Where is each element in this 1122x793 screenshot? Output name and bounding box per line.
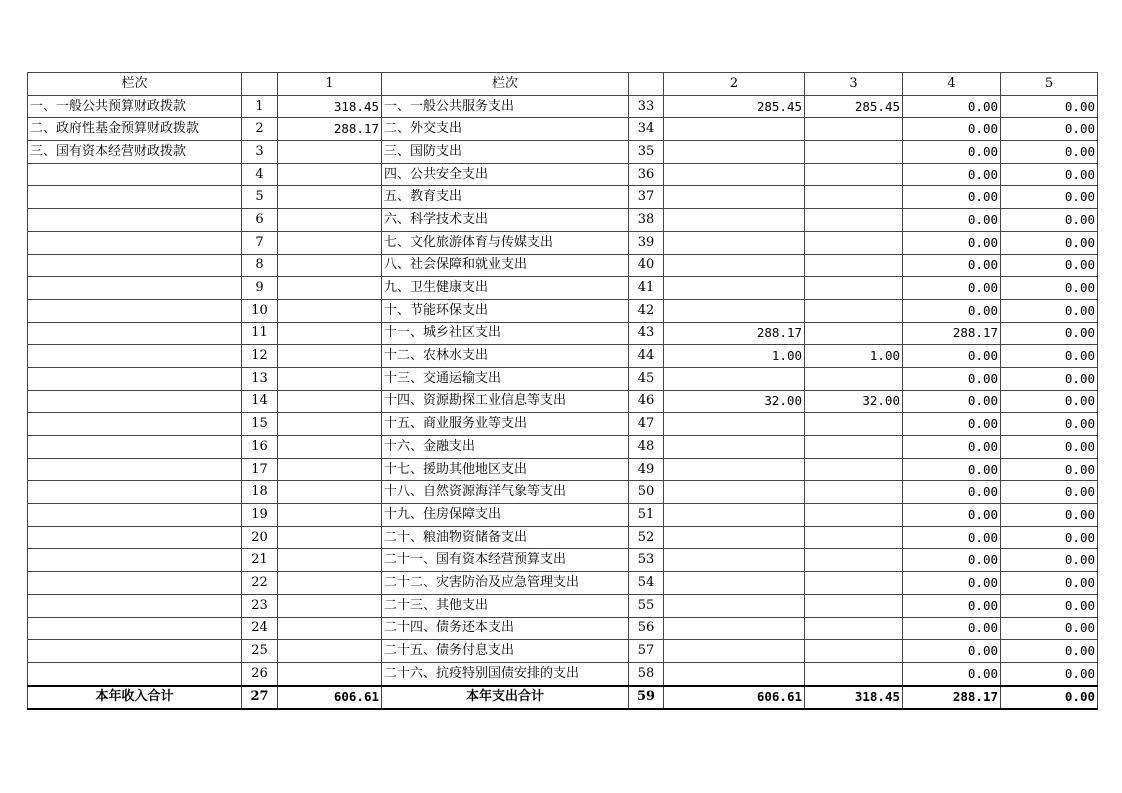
expense-label: 十七、援助其他地区支出: [382, 458, 629, 481]
table-row: [28, 504, 1098, 527]
expense-col-2: 1.00: [664, 345, 805, 368]
expense-col-4: 0.00: [903, 572, 1001, 595]
income-amount: 606.61: [278, 686, 382, 710]
expense-label: 十九、住房保障支出: [382, 504, 629, 527]
expense-col-4: 0.00: [903, 254, 1001, 277]
income-amount: 318.45: [278, 95, 382, 118]
expense-col-4: 0.00: [903, 504, 1001, 527]
budget-table: [27, 72, 1098, 710]
expense-label: 二十一、国有资本经营预算支出: [382, 549, 629, 572]
expense-col-2: [664, 549, 805, 572]
expense-col-5: 0.00: [1001, 526, 1098, 549]
income-amount: [278, 345, 382, 368]
expense-col-5: 0.00: [1001, 231, 1098, 254]
total-row: [28, 686, 1098, 710]
table-row: [28, 231, 1098, 254]
income-line-no: 6: [242, 209, 278, 232]
expense-line-no: 59: [629, 686, 664, 710]
table-row: [28, 299, 1098, 322]
income-label: [28, 549, 242, 572]
expense-label: 九、卫生健康支出: [382, 277, 629, 300]
expense-col-4: 0.00: [903, 186, 1001, 209]
table-row: [28, 458, 1098, 481]
income-label: 二、政府性基金预算财政拨款: [28, 118, 242, 141]
table-row: [28, 549, 1098, 572]
expense-col-3: [805, 481, 903, 504]
table-row: [28, 640, 1098, 663]
expense-line-no: 57: [629, 640, 664, 663]
expense-line-no: 40: [629, 254, 664, 277]
income-label: [28, 322, 242, 345]
income-amount: [278, 209, 382, 232]
expense-col-4: 0.00: [903, 594, 1001, 617]
table-row: [28, 526, 1098, 549]
expense-line-no: 51: [629, 504, 664, 527]
income-amount: [278, 254, 382, 277]
expense-col-5: 0.00: [1001, 686, 1098, 710]
income-label: [28, 436, 242, 459]
expense-col-5: 0.00: [1001, 367, 1098, 390]
expense-col-3: 1.00: [805, 345, 903, 368]
income-line-no: 21: [242, 549, 278, 572]
expense-col-4: 0.00: [903, 163, 1001, 186]
expense-col-2: [664, 526, 805, 549]
expense-label: 六、科学技术支出: [382, 209, 629, 232]
table-row: [28, 481, 1098, 504]
expense-label: 二十六、抗疫特别国债安排的支出: [382, 662, 629, 685]
income-amount: [278, 186, 382, 209]
expense-label: 十一、城乡社区支出: [382, 322, 629, 345]
expense-col-2: 288.17: [664, 322, 805, 345]
expense-line-no: 38: [629, 209, 664, 232]
income-line-no: 24: [242, 617, 278, 640]
income-label: [28, 526, 242, 549]
expense-label: 五、教育支出: [382, 186, 629, 209]
expense-col-2: [664, 277, 805, 300]
expense-label: 七、文化旅游体育与传媒支出: [382, 231, 629, 254]
expense-col-3: 285.45: [805, 95, 903, 118]
expense-label: 二十五、债务付息支出: [382, 640, 629, 663]
header-expense-line: [629, 73, 664, 96]
expense-col-3: [805, 617, 903, 640]
expense-col-4: 0.00: [903, 617, 1001, 640]
expense-label: 本年支出合计: [382, 686, 629, 710]
table-row: [28, 322, 1098, 345]
expense-col-3: [805, 186, 903, 209]
expense-label: 二十四、债务还本支出: [382, 617, 629, 640]
expense-col-3: [805, 549, 903, 572]
expense-col-3: [805, 662, 903, 685]
income-label: [28, 390, 242, 413]
expense-col-3: [805, 322, 903, 345]
table-row: [28, 277, 1098, 300]
expense-col-4: 0.00: [903, 118, 1001, 141]
header-income-amount: 1: [278, 73, 382, 96]
expense-col-2: [664, 367, 805, 390]
income-line-no: 17: [242, 458, 278, 481]
expense-col-5: 0.00: [1001, 594, 1098, 617]
expense-col-5: 0.00: [1001, 390, 1098, 413]
expense-col-5: 0.00: [1001, 572, 1098, 595]
income-label: [28, 277, 242, 300]
expense-col-5: 0.00: [1001, 662, 1098, 685]
expense-col-5: 0.00: [1001, 95, 1098, 118]
expense-col-4: 0.00: [903, 367, 1001, 390]
expense-label: 十三、交通运输支出: [382, 367, 629, 390]
income-amount: [278, 277, 382, 300]
expense-col-3: [805, 163, 903, 186]
header-income-col: 栏次: [28, 73, 242, 96]
income-amount: [278, 141, 382, 164]
income-label: [28, 481, 242, 504]
expense-col-2: 606.61: [664, 686, 805, 710]
expense-line-no: 48: [629, 436, 664, 459]
income-line-no: 13: [242, 367, 278, 390]
income-label: [28, 458, 242, 481]
income-amount: [278, 390, 382, 413]
income-line-no: 18: [242, 481, 278, 504]
table-row: [28, 390, 1098, 413]
expense-col-4: 288.17: [903, 322, 1001, 345]
table-row: [28, 413, 1098, 436]
expense-col-5: 0.00: [1001, 141, 1098, 164]
expense-col-4: 0.00: [903, 640, 1001, 663]
expense-col-5: 0.00: [1001, 413, 1098, 436]
income-line-no: 14: [242, 390, 278, 413]
income-amount: [278, 322, 382, 345]
expense-col-3: [805, 254, 903, 277]
expense-col-3: [805, 504, 903, 527]
income-line-no: 23: [242, 594, 278, 617]
expense-line-no: 33: [629, 95, 664, 118]
expense-line-no: 41: [629, 277, 664, 300]
income-line-no: 25: [242, 640, 278, 663]
expense-col-3: [805, 458, 903, 481]
header-col-5: 5: [1001, 73, 1098, 96]
expense-col-5: 0.00: [1001, 436, 1098, 459]
expense-col-5: 0.00: [1001, 118, 1098, 141]
income-line-no: 22: [242, 572, 278, 595]
expense-label: 一、一般公共服务支出: [382, 95, 629, 118]
expense-col-5: 0.00: [1001, 504, 1098, 527]
income-label: 一、一般公共预算财政拨款: [28, 95, 242, 118]
expense-col-5: 0.00: [1001, 186, 1098, 209]
expense-line-no: 49: [629, 458, 664, 481]
income-label: [28, 254, 242, 277]
header-income-line: [242, 73, 278, 96]
expense-col-2: [664, 186, 805, 209]
expense-line-no: 54: [629, 572, 664, 595]
expense-col-2: 285.45: [664, 95, 805, 118]
table-row: [28, 209, 1098, 232]
expense-col-3: [805, 299, 903, 322]
income-label: [28, 572, 242, 595]
income-amount: [278, 458, 382, 481]
expense-line-no: 55: [629, 594, 664, 617]
expense-label: 四、公共安全支出: [382, 163, 629, 186]
header-col-2: 2: [664, 73, 805, 96]
expense-col-4: 0.00: [903, 231, 1001, 254]
expense-col-4: 0.00: [903, 436, 1001, 459]
income-amount: [278, 413, 382, 436]
expense-col-4: 0.00: [903, 390, 1001, 413]
expense-label: 十四、资源勘探工业信息等支出: [382, 390, 629, 413]
expense-col-3: [805, 367, 903, 390]
expense-line-no: 47: [629, 413, 664, 436]
expense-line-no: 42: [629, 299, 664, 322]
table-row: [28, 367, 1098, 390]
table-row: [28, 254, 1098, 277]
income-line-no: 16: [242, 436, 278, 459]
expense-col-2: [664, 299, 805, 322]
expense-label: 八、社会保障和就业支出: [382, 254, 629, 277]
table-row: [28, 436, 1098, 459]
income-amount: [278, 504, 382, 527]
expense-col-2: [664, 231, 805, 254]
expense-label: 十六、金融支出: [382, 436, 629, 459]
expense-line-no: 39: [629, 231, 664, 254]
expense-line-no: 43: [629, 322, 664, 345]
expense-col-4: 0.00: [903, 345, 1001, 368]
expense-label: 十二、农林水支出: [382, 345, 629, 368]
expense-label: 二十三、其他支出: [382, 594, 629, 617]
expense-col-4: 0.00: [903, 458, 1001, 481]
expense-col-2: [664, 594, 805, 617]
income-line-no: 5: [242, 186, 278, 209]
expense-col-5: 0.00: [1001, 254, 1098, 277]
expense-col-3: [805, 572, 903, 595]
expense-line-no: 44: [629, 345, 664, 368]
expense-col-5: 0.00: [1001, 617, 1098, 640]
table-row: [28, 186, 1098, 209]
income-line-no: 26: [242, 662, 278, 685]
expense-col-2: [664, 504, 805, 527]
expense-line-no: 37: [629, 186, 664, 209]
income-line-no: 3: [242, 141, 278, 164]
expense-col-4: 0.00: [903, 209, 1001, 232]
income-label: [28, 640, 242, 663]
expense-col-2: [664, 572, 805, 595]
header-col-4: 4: [903, 73, 1001, 96]
table-row: [28, 163, 1098, 186]
expense-col-5: 0.00: [1001, 458, 1098, 481]
expense-col-3: 318.45: [805, 686, 903, 710]
income-label: [28, 231, 242, 254]
expense-col-4: 0.00: [903, 526, 1001, 549]
income-amount: [278, 367, 382, 390]
expense-col-4: 0.00: [903, 277, 1001, 300]
expense-label: 二十、粮油物资储备支出: [382, 526, 629, 549]
expense-label: 三、国防支出: [382, 141, 629, 164]
expense-col-5: 0.00: [1001, 481, 1098, 504]
expense-col-3: [805, 141, 903, 164]
expense-label: 二、外交支出: [382, 118, 629, 141]
expense-col-4: 0.00: [903, 413, 1001, 436]
income-line-no: 27: [242, 686, 278, 710]
expense-col-2: [664, 662, 805, 685]
income-line-no: 7: [242, 231, 278, 254]
income-amount: 288.17: [278, 118, 382, 141]
header-col-3: 3: [805, 73, 903, 96]
income-label: [28, 367, 242, 390]
expense-col-2: [664, 436, 805, 459]
table-row: [28, 141, 1098, 164]
expense-col-2: [664, 163, 805, 186]
expense-col-4: 0.00: [903, 662, 1001, 685]
income-line-no: 4: [242, 163, 278, 186]
expense-line-no: 35: [629, 141, 664, 164]
income-label: [28, 594, 242, 617]
expense-col-2: [664, 413, 805, 436]
income-line-no: 2: [242, 118, 278, 141]
income-amount: [278, 549, 382, 572]
income-amount: [278, 436, 382, 459]
expense-col-5: 0.00: [1001, 277, 1098, 300]
income-label: [28, 186, 242, 209]
expense-col-4: 0.00: [903, 141, 1001, 164]
income-amount: [278, 594, 382, 617]
expense-col-2: [664, 617, 805, 640]
expense-col-2: [664, 640, 805, 663]
table-row: [28, 662, 1098, 685]
table-row: [28, 95, 1098, 118]
income-line-no: 9: [242, 277, 278, 300]
expense-col-3: [805, 277, 903, 300]
income-label: 三、国有资本经营财政拨款: [28, 141, 242, 164]
income-line-no: 20: [242, 526, 278, 549]
income-amount: [278, 572, 382, 595]
expense-col-2: [664, 458, 805, 481]
expense-line-no: 58: [629, 662, 664, 685]
expense-col-3: [805, 209, 903, 232]
income-label: [28, 617, 242, 640]
expense-col-5: 0.00: [1001, 322, 1098, 345]
income-amount: [278, 299, 382, 322]
table-row: [28, 617, 1098, 640]
expense-line-no: 45: [629, 367, 664, 390]
income-line-no: 15: [242, 413, 278, 436]
income-amount: [278, 481, 382, 504]
expense-line-no: 34: [629, 118, 664, 141]
income-amount: [278, 231, 382, 254]
table-row: [28, 594, 1098, 617]
income-amount: [278, 163, 382, 186]
expense-line-no: 46: [629, 390, 664, 413]
expense-col-3: 32.00: [805, 390, 903, 413]
income-amount: [278, 617, 382, 640]
income-label: [28, 662, 242, 685]
income-label: 本年收入合计: [28, 686, 242, 710]
income-line-no: 11: [242, 322, 278, 345]
expense-col-4: 0.00: [903, 481, 1001, 504]
expense-label: 十五、商业服务业等支出: [382, 413, 629, 436]
income-line-no: 10: [242, 299, 278, 322]
expense-col-4: 288.17: [903, 686, 1001, 710]
expense-line-no: 53: [629, 549, 664, 572]
expense-col-3: [805, 413, 903, 436]
income-line-no: 1: [242, 95, 278, 118]
expense-col-2: 32.00: [664, 390, 805, 413]
expense-col-2: [664, 481, 805, 504]
expense-col-5: 0.00: [1001, 209, 1098, 232]
expense-line-no: 56: [629, 617, 664, 640]
header-row: [28, 73, 1098, 96]
table-row: [28, 345, 1098, 368]
expense-col-3: [805, 526, 903, 549]
income-label: [28, 299, 242, 322]
income-line-no: 12: [242, 345, 278, 368]
expense-line-no: 50: [629, 481, 664, 504]
income-amount: [278, 640, 382, 663]
income-amount: [278, 526, 382, 549]
expense-label: 十八、自然资源海洋气象等支出: [382, 481, 629, 504]
expense-col-5: 0.00: [1001, 299, 1098, 322]
expense-label: 十、节能环保支出: [382, 299, 629, 322]
expense-col-2: [664, 254, 805, 277]
expense-line-no: 36: [629, 163, 664, 186]
expense-col-3: [805, 436, 903, 459]
expense-col-2: [664, 141, 805, 164]
expense-label: 二十二、灾害防治及应急管理支出: [382, 572, 629, 595]
expense-line-no: 52: [629, 526, 664, 549]
expense-col-4: 0.00: [903, 549, 1001, 572]
income-label: [28, 345, 242, 368]
expense-col-5: 0.00: [1001, 640, 1098, 663]
expense-col-5: 0.00: [1001, 163, 1098, 186]
income-label: [28, 209, 242, 232]
expense-col-4: 0.00: [903, 95, 1001, 118]
expense-col-4: 0.00: [903, 299, 1001, 322]
expense-col-5: 0.00: [1001, 549, 1098, 572]
expense-col-2: [664, 118, 805, 141]
income-label: [28, 413, 242, 436]
expense-col-2: [664, 209, 805, 232]
expense-col-3: [805, 231, 903, 254]
income-line-no: 19: [242, 504, 278, 527]
expense-col-3: [805, 640, 903, 663]
table-row: [28, 572, 1098, 595]
expense-col-3: [805, 594, 903, 617]
income-label: [28, 504, 242, 527]
income-amount: [278, 662, 382, 685]
table-row: [28, 118, 1098, 141]
income-label: [28, 163, 242, 186]
income-line-no: 8: [242, 254, 278, 277]
header-expense-col: 栏次: [382, 73, 629, 96]
expense-col-3: [805, 118, 903, 141]
expense-col-5: 0.00: [1001, 345, 1098, 368]
